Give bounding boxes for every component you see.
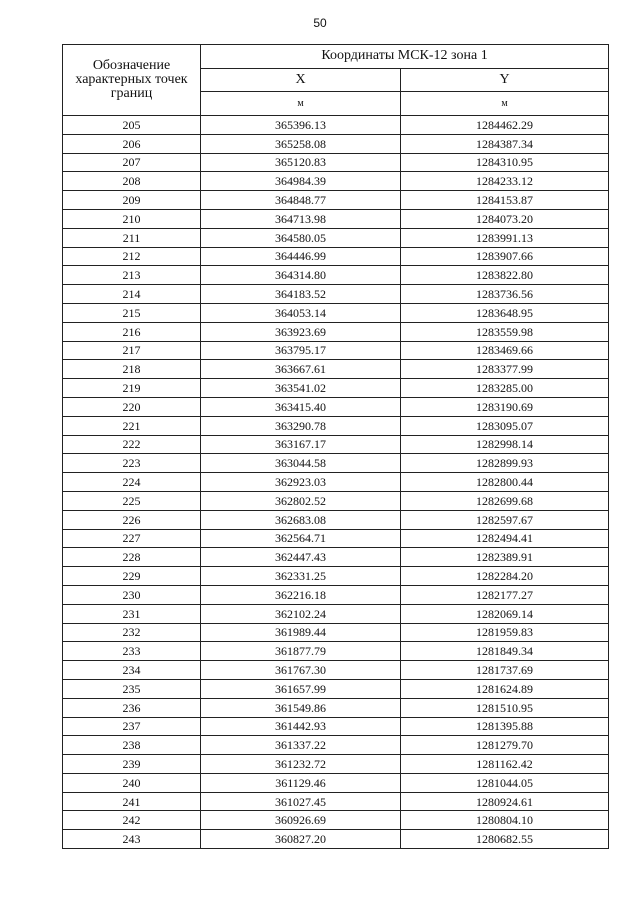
table-row bbox=[63, 736, 609, 755]
y-coordinate-cell: 1282494.41 bbox=[401, 529, 609, 548]
y-coordinate-cell: 1283190.69 bbox=[401, 397, 609, 416]
table-row bbox=[63, 717, 609, 736]
y-coordinate-cell: 1282177.27 bbox=[401, 585, 609, 604]
point-id-cell: 206 bbox=[63, 134, 201, 153]
point-id-cell: 235 bbox=[63, 679, 201, 698]
table-row bbox=[63, 209, 609, 228]
point-id-cell: 221 bbox=[63, 416, 201, 435]
x-coordinate-cell: 363667.61 bbox=[201, 360, 401, 379]
y-coordinate-cell: 1282597.67 bbox=[401, 510, 609, 529]
table-row bbox=[63, 510, 609, 529]
y-coordinate-cell: 1283822.80 bbox=[401, 266, 609, 285]
x-coordinate-cell: 361337.22 bbox=[201, 736, 401, 755]
point-id-cell: 222 bbox=[63, 435, 201, 454]
table-row bbox=[63, 473, 609, 492]
point-id-cell: 230 bbox=[63, 585, 201, 604]
point-id-cell: 207 bbox=[63, 153, 201, 172]
table-row bbox=[63, 623, 609, 642]
x-coordinate-cell: 361657.99 bbox=[201, 679, 401, 698]
y-coordinate-cell: 1281510.95 bbox=[401, 698, 609, 717]
table-row bbox=[63, 247, 609, 266]
y-coordinate-cell: 1284073.20 bbox=[401, 209, 609, 228]
point-id-cell: 208 bbox=[63, 172, 201, 191]
x-coordinate-cell: 361129.46 bbox=[201, 773, 401, 792]
table-row bbox=[63, 585, 609, 604]
point-id-cell: 238 bbox=[63, 736, 201, 755]
point-id-cell: 215 bbox=[63, 303, 201, 322]
x-coordinate-cell: 363290.78 bbox=[201, 416, 401, 435]
point-id-cell: 231 bbox=[63, 604, 201, 623]
point-id-cell: 228 bbox=[63, 548, 201, 567]
table-row bbox=[63, 341, 609, 360]
page-number: 50 bbox=[313, 16, 327, 30]
point-id-cell: 234 bbox=[63, 661, 201, 680]
y-coordinate-cell: 1283736.56 bbox=[401, 285, 609, 304]
y-coordinate-cell: 1282069.14 bbox=[401, 604, 609, 623]
table-row bbox=[63, 661, 609, 680]
table-row bbox=[63, 773, 609, 792]
table-row bbox=[63, 153, 609, 172]
y-coordinate-cell: 1282998.14 bbox=[401, 435, 609, 454]
x-coordinate-cell: 361232.72 bbox=[201, 755, 401, 774]
table-row bbox=[63, 266, 609, 285]
y-coordinate-cell: 1283648.95 bbox=[401, 303, 609, 322]
x-coordinate-cell: 363541.02 bbox=[201, 379, 401, 398]
table-row bbox=[63, 416, 609, 435]
y-coordinate-cell: 1281044.05 bbox=[401, 773, 609, 792]
x-coordinate-cell: 362216.18 bbox=[201, 585, 401, 604]
x-coordinate-cell: 362564.71 bbox=[201, 529, 401, 548]
x-coordinate-cell: 363415.40 bbox=[201, 397, 401, 416]
point-id-cell: 218 bbox=[63, 360, 201, 379]
table-row bbox=[63, 228, 609, 247]
point-designation-header: Обозначение характерных точек границ bbox=[63, 45, 201, 116]
coordinates-group-header: Координаты МСК-12 зона 1 bbox=[201, 45, 609, 69]
y-coordinate-cell: 1284233.12 bbox=[401, 172, 609, 191]
table-row bbox=[63, 548, 609, 567]
point-id-cell: 225 bbox=[63, 491, 201, 510]
y-column-header: Y bbox=[401, 68, 609, 92]
table-row bbox=[63, 604, 609, 623]
table-row bbox=[63, 172, 609, 191]
y-coordinate-cell: 1284153.87 bbox=[401, 191, 609, 210]
x-coordinate-cell: 363044.58 bbox=[201, 454, 401, 473]
table-row bbox=[63, 360, 609, 379]
point-id-cell: 214 bbox=[63, 285, 201, 304]
y-coordinate-cell: 1283559.98 bbox=[401, 322, 609, 341]
table-row bbox=[63, 285, 609, 304]
table-row bbox=[63, 529, 609, 548]
table-row bbox=[63, 698, 609, 717]
point-id-cell: 224 bbox=[63, 473, 201, 492]
x-coordinate-cell: 364984.39 bbox=[201, 172, 401, 191]
point-id-cell: 209 bbox=[63, 191, 201, 210]
point-id-cell: 205 bbox=[63, 116, 201, 135]
table-row bbox=[63, 303, 609, 322]
y-coordinate-cell: 1281959.83 bbox=[401, 623, 609, 642]
x-coordinate-cell: 361767.30 bbox=[201, 661, 401, 680]
y-coordinate-cell: 1283991.13 bbox=[401, 228, 609, 247]
point-id-cell: 241 bbox=[63, 792, 201, 811]
x-coordinate-cell: 361442.93 bbox=[201, 717, 401, 736]
point-id-cell: 239 bbox=[63, 755, 201, 774]
x-coordinate-cell: 365258.08 bbox=[201, 134, 401, 153]
point-id-cell: 216 bbox=[63, 322, 201, 341]
point-id-cell: 226 bbox=[63, 510, 201, 529]
point-id-cell: 233 bbox=[63, 642, 201, 661]
x-coordinate-cell: 361877.79 bbox=[201, 642, 401, 661]
point-id-cell: 211 bbox=[63, 228, 201, 247]
x-coordinate-cell: 365396.13 bbox=[201, 116, 401, 135]
point-id-cell: 220 bbox=[63, 397, 201, 416]
table-row bbox=[63, 642, 609, 661]
y-coordinate-cell: 1284387.34 bbox=[401, 134, 609, 153]
point-id-cell: 219 bbox=[63, 379, 201, 398]
table-body bbox=[63, 116, 609, 849]
point-id-cell: 227 bbox=[63, 529, 201, 548]
x-coordinate-cell: 364580.05 bbox=[201, 228, 401, 247]
table-row bbox=[63, 435, 609, 454]
point-id-cell: 237 bbox=[63, 717, 201, 736]
y-coordinate-cell: 1280682.55 bbox=[401, 830, 609, 849]
y-unit-header: м bbox=[401, 92, 609, 116]
x-coordinate-cell: 364446.99 bbox=[201, 247, 401, 266]
y-coordinate-cell: 1281279.70 bbox=[401, 736, 609, 755]
y-coordinate-cell: 1281162.42 bbox=[401, 755, 609, 774]
x-coordinate-cell: 363167.17 bbox=[201, 435, 401, 454]
y-coordinate-cell: 1280804.10 bbox=[401, 811, 609, 830]
x-coordinate-cell: 365120.83 bbox=[201, 153, 401, 172]
table-row bbox=[63, 379, 609, 398]
x-coordinate-cell: 364053.14 bbox=[201, 303, 401, 322]
table-row bbox=[63, 811, 609, 830]
table-row bbox=[63, 322, 609, 341]
point-id-cell: 229 bbox=[63, 567, 201, 586]
table-header bbox=[63, 45, 609, 116]
table-row bbox=[63, 679, 609, 698]
y-coordinate-cell: 1283285.00 bbox=[401, 379, 609, 398]
x-coordinate-cell: 362331.25 bbox=[201, 567, 401, 586]
point-id-cell: 217 bbox=[63, 341, 201, 360]
x-coordinate-cell: 362923.03 bbox=[201, 473, 401, 492]
x-coordinate-cell: 364183.52 bbox=[201, 285, 401, 304]
point-id-cell: 212 bbox=[63, 247, 201, 266]
table-row bbox=[63, 134, 609, 153]
x-coordinate-cell: 360827.20 bbox=[201, 830, 401, 849]
table-row bbox=[63, 397, 609, 416]
y-coordinate-cell: 1282899.93 bbox=[401, 454, 609, 473]
x-column-header: X bbox=[201, 68, 401, 92]
x-coordinate-cell: 360926.69 bbox=[201, 811, 401, 830]
point-id-cell: 210 bbox=[63, 209, 201, 228]
point-id-cell: 243 bbox=[63, 830, 201, 849]
table-row bbox=[63, 792, 609, 811]
x-coordinate-cell: 362802.52 bbox=[201, 491, 401, 510]
x-coordinate-cell: 364314.80 bbox=[201, 266, 401, 285]
y-coordinate-cell: 1283469.66 bbox=[401, 341, 609, 360]
point-id-cell: 236 bbox=[63, 698, 201, 717]
table-row bbox=[63, 830, 609, 849]
y-coordinate-cell: 1281624.89 bbox=[401, 679, 609, 698]
coordinates-table bbox=[62, 44, 609, 849]
y-coordinate-cell: 1282800.44 bbox=[401, 473, 609, 492]
x-coordinate-cell: 364713.98 bbox=[201, 209, 401, 228]
table-row bbox=[63, 567, 609, 586]
y-coordinate-cell: 1284310.95 bbox=[401, 153, 609, 172]
x-unit-header: м bbox=[201, 92, 401, 116]
point-id-cell: 213 bbox=[63, 266, 201, 285]
x-coordinate-cell: 364848.77 bbox=[201, 191, 401, 210]
table-row bbox=[63, 191, 609, 210]
y-coordinate-cell: 1284462.29 bbox=[401, 116, 609, 135]
x-coordinate-cell: 361989.44 bbox=[201, 623, 401, 642]
table-row bbox=[63, 755, 609, 774]
x-coordinate-cell: 362447.43 bbox=[201, 548, 401, 567]
x-coordinate-cell: 362102.24 bbox=[201, 604, 401, 623]
point-id-cell: 240 bbox=[63, 773, 201, 792]
table-row bbox=[63, 491, 609, 510]
x-coordinate-cell: 363923.69 bbox=[201, 322, 401, 341]
x-coordinate-cell: 361549.86 bbox=[201, 698, 401, 717]
y-coordinate-cell: 1281395.88 bbox=[401, 717, 609, 736]
table-row bbox=[63, 116, 609, 135]
y-coordinate-cell: 1282699.68 bbox=[401, 491, 609, 510]
y-coordinate-cell: 1282284.20 bbox=[401, 567, 609, 586]
y-coordinate-cell: 1281737.69 bbox=[401, 661, 609, 680]
x-coordinate-cell: 363795.17 bbox=[201, 341, 401, 360]
y-coordinate-cell: 1282389.91 bbox=[401, 548, 609, 567]
table-row bbox=[63, 454, 609, 473]
y-coordinate-cell: 1283095.07 bbox=[401, 416, 609, 435]
x-coordinate-cell: 362683.08 bbox=[201, 510, 401, 529]
y-coordinate-cell: 1281849.34 bbox=[401, 642, 609, 661]
x-coordinate-cell: 361027.45 bbox=[201, 792, 401, 811]
point-id-cell: 223 bbox=[63, 454, 201, 473]
point-id-cell: 242 bbox=[63, 811, 201, 830]
y-coordinate-cell: 1283377.99 bbox=[401, 360, 609, 379]
y-coordinate-cell: 1283907.66 bbox=[401, 247, 609, 266]
point-id-cell: 232 bbox=[63, 623, 201, 642]
y-coordinate-cell: 1280924.61 bbox=[401, 792, 609, 811]
